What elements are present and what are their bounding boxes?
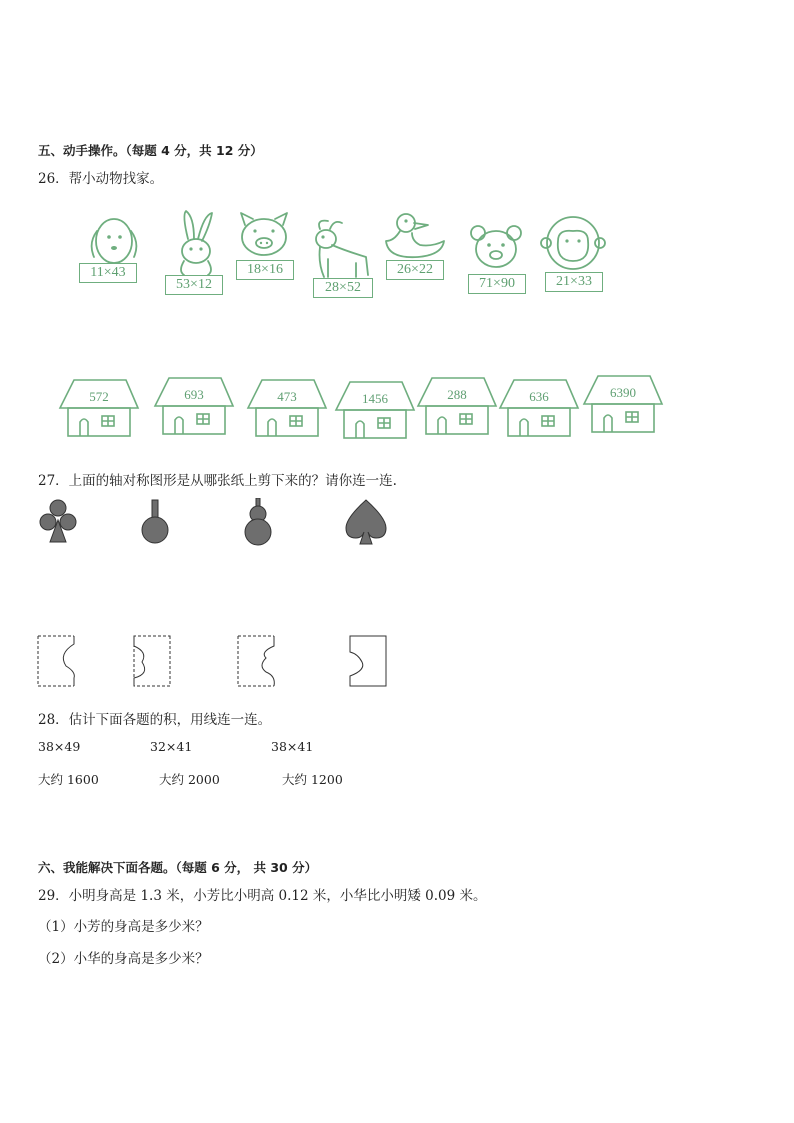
house-number: 693	[184, 387, 204, 402]
estimate-2: 大约 2000	[159, 772, 220, 787]
house-6390	[584, 376, 662, 432]
house-1456	[336, 382, 414, 438]
symmetric-shapes-row	[36, 498, 396, 550]
dog-expr: 11×43	[79, 263, 137, 283]
question-29: 29．小明身高是 1.3 米，小芳比小明高 0.12 米，小华比小明矮 0.09 米。	[38, 888, 487, 904]
section-5-title: 五、动手操作。（每题 4 分，共 12 分）	[38, 143, 263, 158]
house-number: 6390	[610, 385, 636, 400]
house-288	[418, 378, 496, 434]
house-number: 572	[89, 389, 109, 404]
club-icon	[40, 500, 76, 542]
house-number: 288	[447, 387, 467, 402]
pig-expr: 18×16	[236, 260, 294, 280]
duck-expr: 26×22	[386, 260, 444, 280]
house-number: 1456	[362, 391, 388, 406]
paper-2	[134, 636, 170, 686]
pig-icon	[233, 211, 295, 263]
house-number: 473	[277, 389, 297, 404]
house-number: 636	[529, 389, 549, 404]
expr-1: 38×49	[38, 739, 81, 754]
question-29-part-1: （1）小芳的身高是多少米？	[38, 919, 209, 935]
monkey-icon	[538, 213, 608, 273]
spade-icon	[346, 500, 386, 544]
paper-pieces-row	[36, 632, 396, 692]
paper-4	[350, 636, 386, 686]
question-26: 26．帮小动物找家。	[38, 171, 164, 187]
gourd-icon	[245, 498, 271, 545]
question-29-part-2: （2）小华的身高是多少米？	[38, 951, 209, 967]
duck-icon	[382, 211, 448, 263]
paper-1	[38, 636, 74, 686]
rabbit-expr: 53×12	[165, 275, 223, 295]
house-693	[155, 378, 233, 434]
monkey-expr: 21×33	[545, 272, 603, 292]
expr-3: 38×41	[271, 739, 314, 754]
bottle-icon	[142, 500, 168, 543]
house-636	[500, 380, 578, 436]
paper-3	[238, 636, 274, 686]
question-27: 27．上面的轴对称图形是从哪张纸上剪下来的？请你连一连.	[38, 473, 397, 489]
house-572	[60, 380, 138, 436]
rabbit-icon	[164, 209, 226, 279]
goat-icon	[306, 219, 372, 281]
house-row	[56, 372, 676, 440]
bear-icon	[468, 223, 524, 273]
bear-expr: 71×90	[468, 274, 526, 294]
section-6-title: 六、我能解决下面各题。（每题 6 分， 共 30 分）	[38, 860, 318, 875]
estimate-3: 大约 1200	[282, 772, 343, 787]
animal-row	[0, 205, 794, 305]
question-28: 28．估计下面各题的积，用线连一连。	[38, 712, 272, 728]
house-473	[248, 380, 326, 436]
estimate-1: 大约 1600	[38, 772, 99, 787]
goat-expr: 28×52	[313, 278, 373, 298]
expr-2: 32×41	[150, 739, 193, 754]
